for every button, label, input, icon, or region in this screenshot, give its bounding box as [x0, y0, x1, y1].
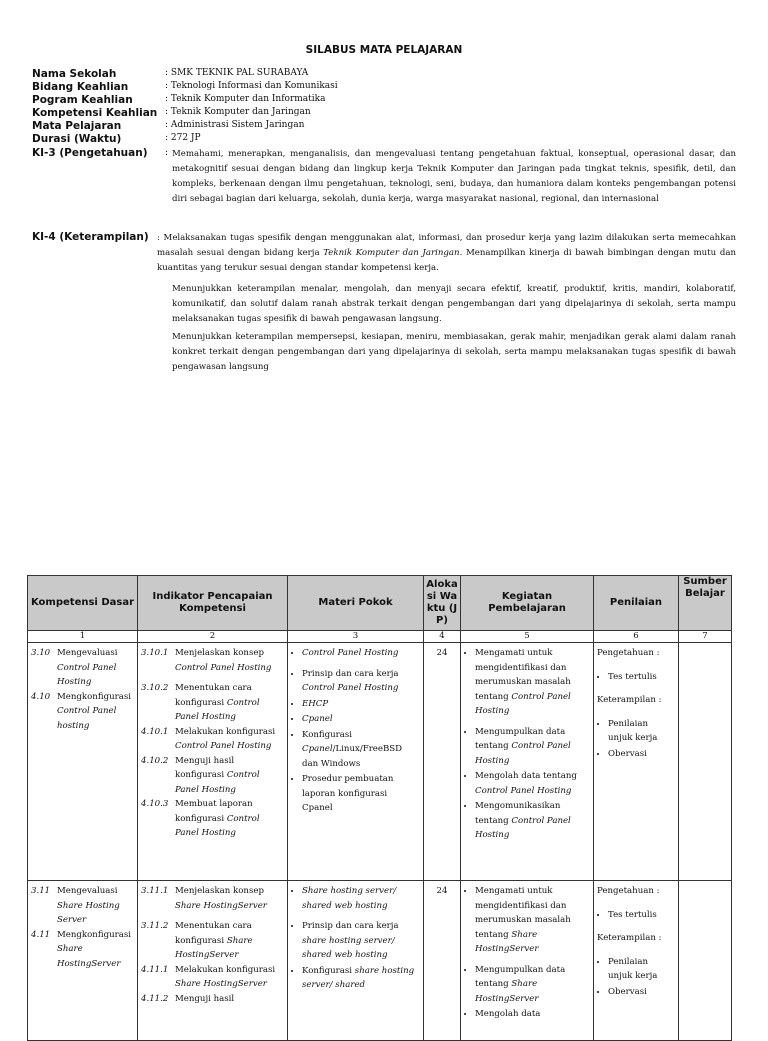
indicator-item [141, 992, 284, 1007]
ki4-p1-text-end: . Menampilkan kinerja di bawah bimbingan dengan mutu dan kuantitas yang terukur sesuai dengan standar kompetensi kerja. [157, 248, 736, 273]
kegiatan-text: Mengolah data tentang [475, 771, 577, 781]
table-row [28, 643, 732, 881]
list-item: • Tes tertulis [608, 908, 675, 923]
penilaian-cell [594, 643, 679, 881]
penilaian-heading: Pengetahuan : [597, 886, 660, 896]
indicator-italic: Control Panel Hosting [175, 662, 272, 673]
list-item [475, 963, 590, 1007]
kd-text: Mengevaluasi [57, 648, 118, 658]
kegiatan-text: Mengamati untuk mengidentifikasi dan merumuskan masalah tentang [475, 648, 571, 702]
indicator-italic: Control Panel Hosting [175, 770, 260, 795]
indicator-number: 4.11.1 [141, 964, 169, 975]
list-item [302, 646, 420, 661]
kegiatan-text: Mengolah data [475, 1009, 541, 1019]
document-title: SILABUS MATA PELAJARAN [305, 44, 463, 56]
list-item [302, 728, 420, 772]
indicator-italic: Control Panel Hosting [175, 697, 260, 722]
indicator-italic: Control Panel Hosting [175, 813, 260, 838]
indikator-cell [138, 643, 288, 881]
header-penilaian: Penilaian [594, 576, 679, 631]
ki4-colon: : [157, 233, 160, 243]
ki4-paragraph-2: Menunjukkan keterampilan menalar, mengolah, dan menyaji secara efektif, kreatif, produktif, kritis, mandiri, kolaboratif, komunikatif, dan solutif dalam ranah abstrak terkait dengan pengembangan dari yang dipelajarinya di sekolah, serta mampu melaksanakan tugas spesifik di bawah pengawasan langsung. [172, 284, 736, 324]
materi-text: /Linux/FreeBSD dan Windows [302, 744, 403, 769]
penilaian-list [597, 717, 675, 762]
list-item [475, 646, 590, 719]
header-kegiatan: Kegiatan Pembelajaran [461, 576, 594, 631]
indicator-text: Melakukan konfigurasi [175, 964, 276, 975]
indicator-text: Menentukan cara konfigurasi [175, 683, 252, 708]
indicator-item [141, 797, 284, 841]
col-number: 4 [424, 631, 461, 643]
info-value: : Teknologi Informasi dan Komunikasi [165, 81, 338, 91]
indicator-item [141, 725, 284, 754]
indicator-number: 4.11.2 [141, 993, 169, 1004]
list-item: • Obervasi [608, 985, 675, 1000]
kd-italic: Share HostingServer [57, 944, 121, 969]
indicator-italic: Control Panel Hosting [175, 741, 272, 751]
kompetensi-dasar-cell [28, 881, 138, 1041]
info-value: : Teknik Komputer dan Jaringan [165, 107, 311, 117]
kegiatan-italic: Control Panel Hosting [475, 691, 571, 716]
indicator-text: Menjelaskan konsep [175, 886, 264, 896]
materi-italic: Share hosting server/ shared web hosting [302, 886, 397, 911]
materi-italic: share hosting server/ shared [302, 965, 415, 990]
list-item [302, 772, 420, 816]
materi-list [291, 646, 420, 816]
jp-cell: 24 [424, 643, 461, 881]
sumber-belajar-cell [679, 881, 732, 1041]
penilaian-heading: Keterampilan : [597, 933, 662, 943]
materi-text: Konfigurasi [302, 729, 353, 740]
penilaian-heading: Pengetahuan : [597, 648, 660, 658]
header-sumber-belajar: Sumber Belajar [679, 576, 732, 631]
kd-text: Mengkonfigurasi [57, 691, 131, 702]
kegiatan-italic: Control Panel Hosting [475, 815, 571, 840]
materi-pokok-cell [288, 643, 424, 881]
ki3-colon: : [165, 148, 169, 158]
header-kompetensi-dasar: Kompetensi Dasar [28, 576, 138, 631]
indicator-item [141, 919, 284, 963]
syllabus-table [27, 575, 732, 1041]
kegiatan-italic: Control Panel Hosting [475, 785, 572, 796]
kd-number: 4.10 [31, 691, 51, 702]
col-number: 3 [288, 631, 424, 643]
sumber-belajar-cell [679, 643, 732, 881]
penilaian-cell [594, 881, 679, 1041]
kegiatan-cell [461, 643, 594, 881]
indicator-item [141, 646, 284, 675]
materi-italic: share hosting server/ shared web hosting [302, 935, 395, 960]
penilaian-list [597, 670, 675, 685]
info-label: Bidang Keahlian [32, 81, 129, 93]
list-item [302, 919, 420, 963]
indicator-number: 4.10.2 [141, 755, 169, 766]
list-item: • Tes tertulis [608, 670, 675, 685]
kd-text: Mengkonfigurasi [57, 929, 131, 940]
info-value: : SMK TEKNIK PAL SURABAYA [165, 68, 309, 78]
kd-italic: Share Hosting Server [57, 900, 120, 925]
list-item [302, 884, 420, 913]
kd-number: 3.11 [31, 886, 51, 896]
materi-text: Prinsip dan cara kerja [302, 921, 399, 931]
col-number: 5 [461, 631, 594, 643]
ki4-paragraph-1 [157, 231, 736, 276]
list-item: • Penilaian unjuk kerja [608, 955, 675, 984]
table-row [28, 881, 732, 1041]
list-item [475, 799, 590, 843]
indicator-text: Membuat laporan konfigurasi [175, 799, 253, 824]
indicator-number: 4.10.3 [141, 799, 169, 809]
info-label: Pogram Keahlian [32, 94, 133, 106]
kegiatan-list [464, 646, 590, 843]
kd-item [31, 690, 134, 734]
kompetensi-dasar-cell [28, 643, 138, 881]
list-item [475, 884, 590, 957]
kegiatan-italic: Share HostingServer [475, 979, 539, 1004]
list-item: • Obervasi [608, 747, 675, 762]
indicator-text: Melakukan konfigurasi [175, 726, 276, 737]
list-item [475, 769, 590, 798]
ki3-text: Memahami, menerapkan, menganalisis, dan mengevaluasi tentang pengetahuan faktual, konseptual, operasional dasar, dan metakognitif sesuai dengan bidang dan lingkup kerja Teknik Komputer dan Jaringan pada tingkat teknis, spesifik, detil, dan kompleks, berkenaan dengan ilmu pengetahuan, teknologi, seni, budaya, dan humaniora dalam konteks pengembangan potensi diri sebagai bagian dari keluarga, sekolah, dunia kerja, warga masyarakat nasional, regional, dan internasional [172, 149, 736, 204]
indikator-cell [138, 881, 288, 1041]
penilaian-list [597, 955, 675, 1000]
kd-item [31, 646, 134, 690]
indicator-italic: Share HostingServer [175, 979, 267, 989]
header-materi-pokok: Materi Pokok [288, 576, 424, 631]
materi-italic: Control Panel Hosting [302, 683, 399, 693]
header-indikator: Indikator Pencapaian Kompetensi [138, 576, 288, 631]
list-item: • Penilaian unjuk kerja [608, 717, 675, 746]
info-value: : Administrasi Sistem Jaringan [165, 120, 305, 130]
col-number: 7 [679, 631, 732, 643]
indicator-number: 4.10.1 [141, 726, 169, 737]
kd-item [31, 928, 134, 972]
ki4-p1-italic: Teknik Komputer dan Jaringan [323, 248, 460, 258]
indicator-text: Menguji hasil konfigurasi [175, 755, 235, 780]
kd-text: Mengevaluasi [57, 886, 118, 896]
indicator-number: 3.10.1 [141, 648, 169, 658]
indicator-text: Menjelaskan konsep [175, 648, 264, 658]
materi-italic: EHCP [302, 698, 329, 709]
materi-text: Prosedur pembuatan laporan konfigurasi Cpanel [302, 774, 394, 813]
table-header-row [28, 576, 732, 631]
indicator-item [141, 754, 284, 798]
kegiatan-italic: Control Panel Hosting [475, 741, 571, 766]
list-item [302, 712, 420, 727]
header-alokasi-waktu: Alokasi Waktu (JP) [424, 576, 461, 631]
list-item [475, 1007, 590, 1022]
materi-text: Konfigurasi [302, 965, 355, 976]
materi-italic: Cpanel [302, 744, 333, 754]
indicator-item [141, 681, 284, 725]
kegiatan-text: Mengumpulkan data tentang [475, 726, 566, 751]
materi-text: Prinsip dan cara kerja [302, 668, 399, 679]
info-label: Nama Sekolah [32, 68, 117, 80]
col-number: 1 [28, 631, 138, 643]
kd-number: 3.10 [31, 648, 51, 658]
kegiatan-list [464, 884, 590, 1022]
kd-italic: Control Panel hosting [57, 706, 117, 731]
indicator-text: Menentukan cara konfigurasi [175, 921, 252, 946]
materi-italic: Control Panel Hosting [302, 648, 399, 658]
ki3-label: KI-3 (Pengetahuan) [32, 147, 148, 159]
kd-italic: Control Panel Hosting [57, 662, 117, 687]
indicator-number: 3.11.1 [141, 886, 169, 896]
penilaian-heading: Keterampilan : [597, 695, 662, 705]
jp-cell: 24 [424, 881, 461, 1041]
materi-pokok-cell [288, 881, 424, 1041]
list-item [302, 964, 420, 993]
kd-number: 4.11 [31, 929, 51, 940]
col-number: 2 [138, 631, 288, 643]
list-item [302, 697, 420, 712]
ki4-p1-text: Melaksanakan tugas spesifik dengan menggunakan alat, informasi, dan prosedur kerja yang lazim dilakukan serta memecahkan masalah sesuai dengan bidang kerja [157, 233, 737, 258]
indicator-number: 3.11.2 [141, 921, 169, 931]
indicator-text: Menguji hasil [175, 993, 235, 1004]
list-item [475, 725, 590, 769]
list-item [302, 667, 420, 696]
kd-item [31, 884, 134, 928]
kegiatan-italic: Share HostingServer [475, 929, 539, 954]
kegiatan-text: Mengumpulkan data tentang [475, 964, 566, 989]
info-label: Mata Pelajaran [32, 120, 122, 132]
kegiatan-text: Mengamati untuk mengidentifikasi dan merumuskan masalah tentang [475, 886, 571, 940]
indicator-item [141, 884, 284, 913]
info-value: : 272 JP [165, 133, 201, 143]
indicator-italic: Share HostingServer [175, 900, 267, 911]
col-number: 6 [594, 631, 679, 643]
info-label: Kompetensi Keahlian [32, 107, 158, 119]
info-value: : Teknik Komputer dan Informatika [165, 94, 326, 104]
indicator-italic: Share HostingServer [175, 935, 253, 960]
kegiatan-cell [461, 881, 594, 1041]
ki4-paragraph-3: Menunjukkan keterampilan mempersepsi, kesiapan, meniru, membiasakan, gerak mahir, menjadikan gerak alami dalam ranah konkret terkait dengan pengembangan dari yang dipelajarinya di sekolah, serta mampu melaksanakan tugas spesifik di bawah pengawasan langsung [172, 332, 736, 372]
indicator-number: 3.10.2 [141, 683, 169, 693]
materi-list [291, 884, 420, 993]
penilaian-list [597, 908, 675, 923]
ki4-label: KI-4 (Keterampilan) [32, 231, 149, 243]
column-number-row [28, 631, 732, 643]
materi-italic: Cpanel [302, 714, 333, 724]
indicator-item [141, 963, 284, 992]
kegiatan-text: Mengomunikasikan tentang [475, 801, 561, 826]
info-label: Durasi (Waktu) [32, 133, 122, 145]
